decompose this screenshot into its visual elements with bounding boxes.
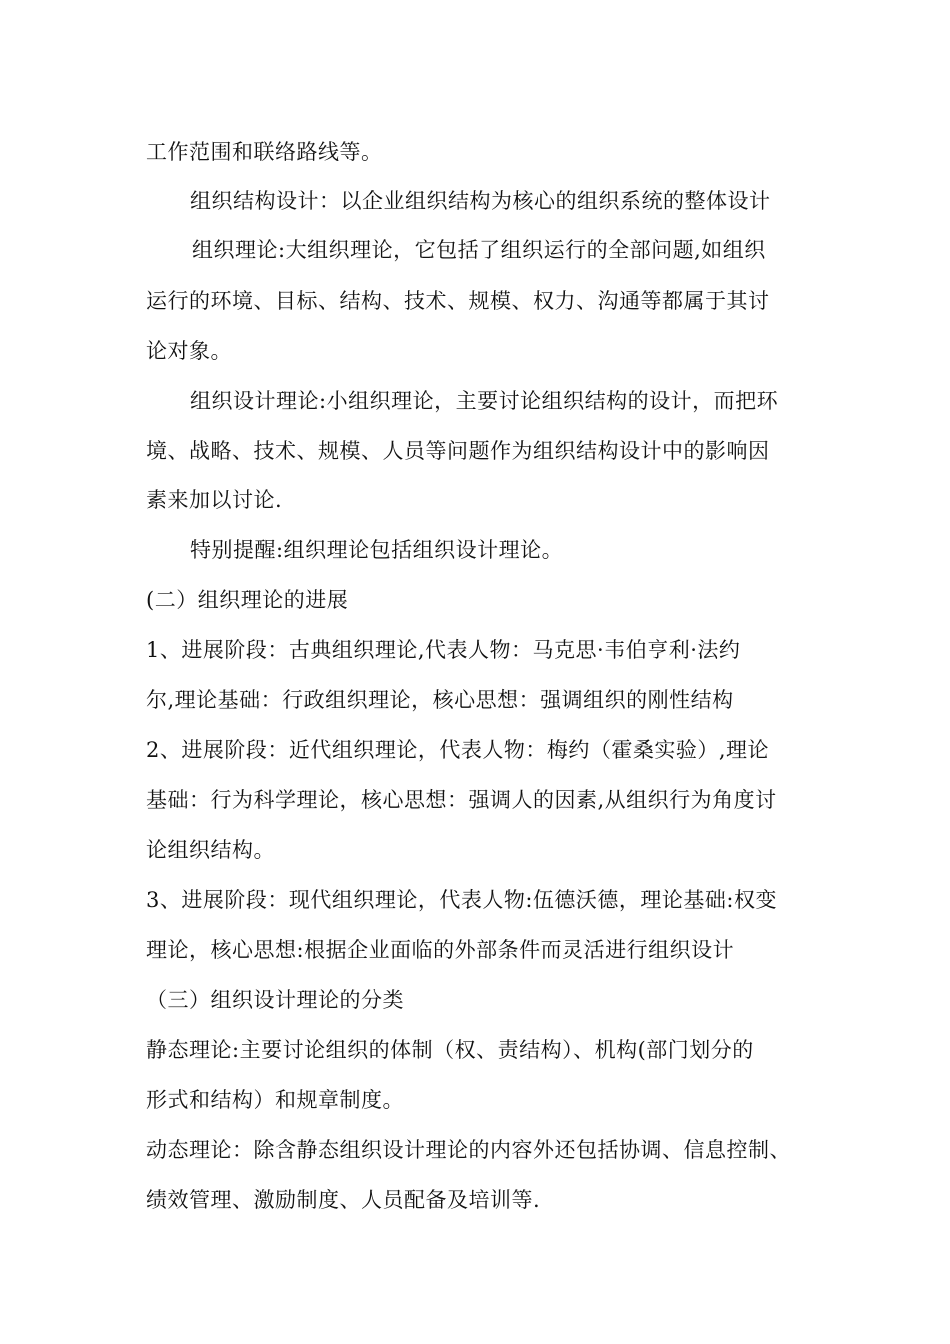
- section-heading: （三）组织设计理论的分类: [146, 988, 404, 1012]
- text-line: 3、进展阶段：现代组织理论，代表人物:伍德沃德，理论基础:权变: [146, 888, 778, 912]
- text-line: 绩效管理、激励制度、人员配备及培训等.: [146, 1188, 541, 1212]
- text-line: 运行的环境、目标、结构、技术、规模、权力、沟通等都属于其讨: [146, 289, 770, 313]
- text-line: 素来加以讨论.: [146, 488, 283, 512]
- text-line: 静态理论:主要讨论组织的体制（权、责结构）、机构(部门划分的: [146, 1038, 754, 1062]
- text-line: 论组织结构。: [146, 838, 275, 862]
- text-line: 动态理论：除含静态组织设计理论的内容外还包括协调、信息控制、: [146, 1138, 791, 1162]
- text-line: 论对象。: [146, 339, 232, 363]
- text-line: 1、进展阶段：古典组织理论,代表人物：马克思·韦伯亨利·法约: [146, 638, 741, 662]
- text-line: 2、进展阶段：近代组织理论，代表人物：梅约（霍桑实验）,理论: [146, 738, 770, 762]
- text-line: 组织结构设计：以企业组织结构为核心的组织系统的整体设计: [190, 189, 771, 213]
- text-line: 理论，核心思想:根据企业面临的外部条件而灵活进行组织设计: [146, 938, 735, 962]
- text-line: 基础：行为科学理论，核心思想：强调人的因素,从组织行为角度讨: [146, 788, 777, 812]
- section-heading: (二）组织理论的进展: [146, 588, 349, 612]
- text-line: 组织理论:大组织理论，它包括了组织运行的全部问题,如组织: [192, 238, 766, 262]
- text-line: 工作范围和联络路线等。: [146, 140, 383, 164]
- text-line: 特别提醒:组织理论包括组织设计理论。: [190, 538, 564, 562]
- text-line: 境、战略、技术、规模、人员等问题作为组织结构设计中的影响因: [146, 439, 770, 463]
- text-line: 组织设计理论:小组织理论，主要讨论组织结构的设计，而把环: [190, 389, 779, 413]
- text-line: 形式和结构）和规章制度。: [146, 1088, 404, 1112]
- text-line: 尔,理论基础：行政组织理论，核心思想：强调组织的刚性结构: [146, 688, 734, 712]
